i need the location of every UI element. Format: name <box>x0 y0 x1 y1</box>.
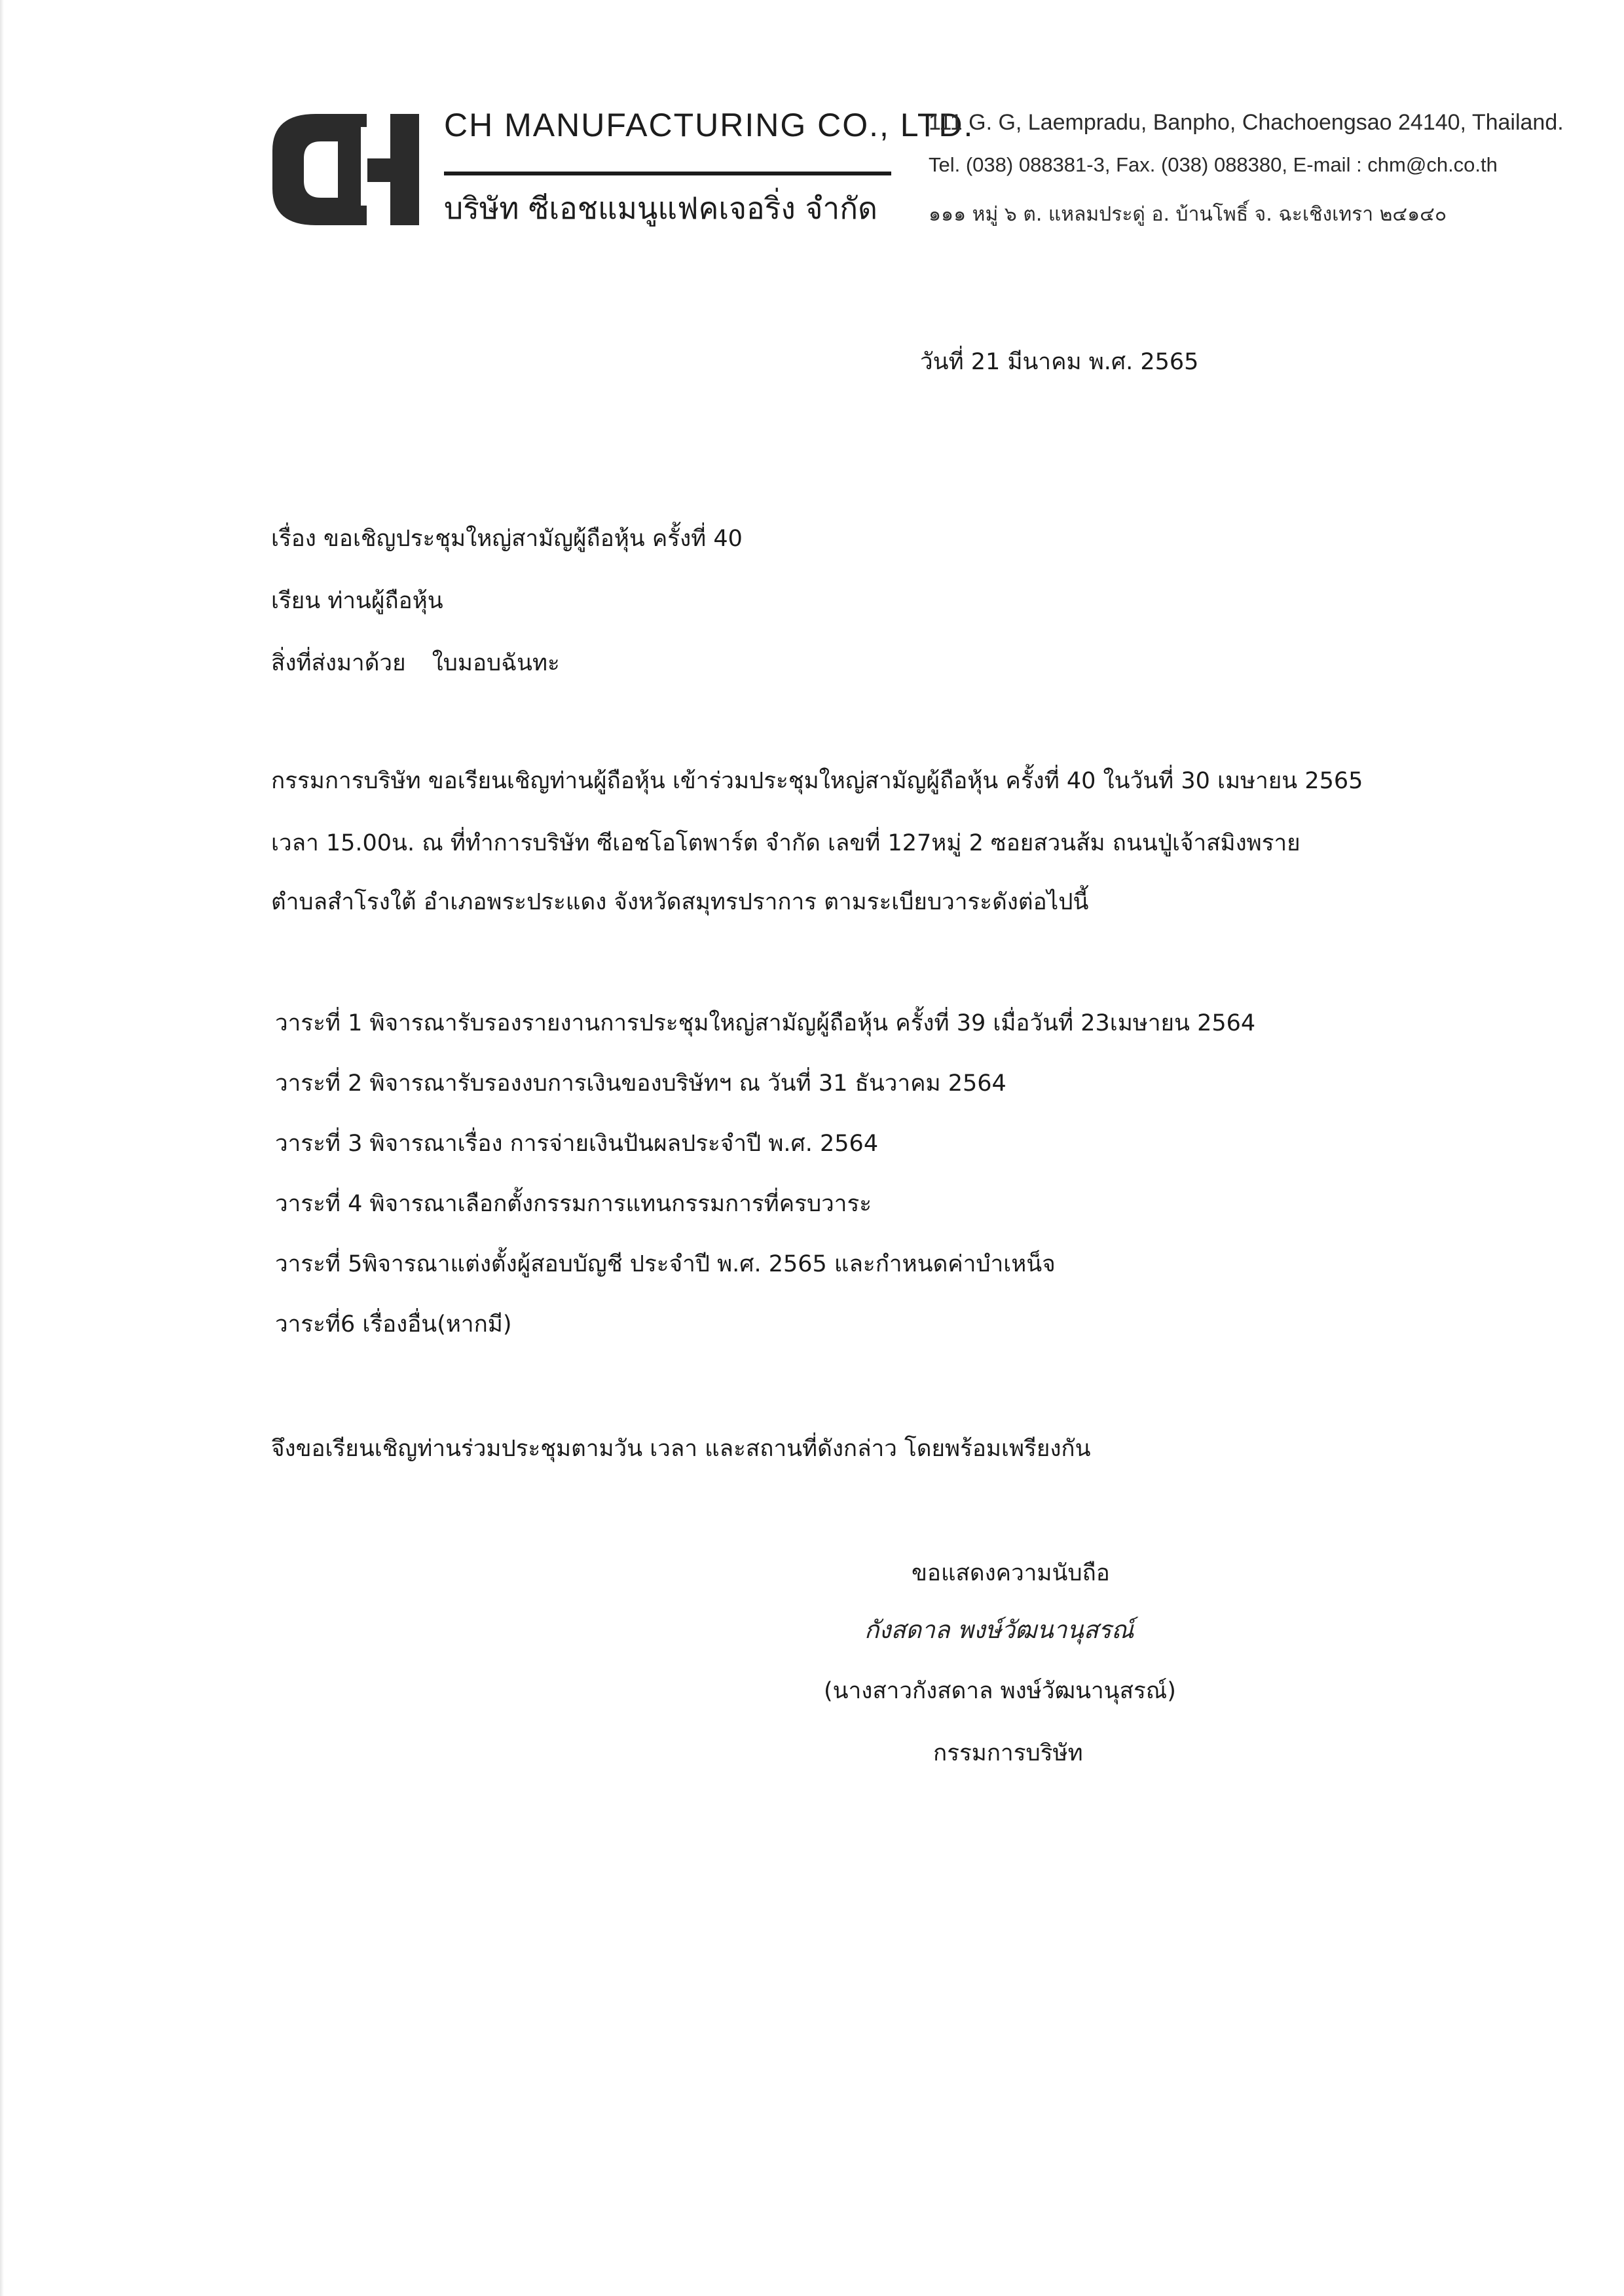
body-paragraph-line: เวลา 15.00น. ณ ที่ทำการบริษัท ซีเอชโอโตพาร์ต จำกัด เลขที่ 127หมู่ 2 ซอยสวนส้ม ถนนปู่เจ้าสมิงพราย <box>271 830 1301 856</box>
enclosure-label: สิ่งที่ส่งมาด้วย <box>271 650 406 676</box>
agenda-item: วาระที่6 เรื่องอื่น(หากมี) <box>275 1311 512 1338</box>
company-name-th: บริษัท ซีเอชแมนูแฟคเจอริ่ง จำกัด <box>444 191 877 226</box>
closing-sentence: จึงขอเรียนเชิญท่านร่วมประชุมตามวัน เวลา และสถานที่ดังกล่าว โดยพร้อมเพรียงกัน <box>271 1436 1091 1462</box>
letter-enclosure <box>271 645 560 681</box>
company-logo <box>270 111 422 228</box>
scan-edge <box>0 0 4 2296</box>
company-contact: Tel. (038) 088381-3, Fax. (038) 088380, E-mail : chm@ch.co.th <box>929 153 1498 176</box>
signatory-title: กรรมการบริษัท <box>933 1740 1083 1766</box>
letter-subject: เรื่อง ขอเชิญประชุมใหญ่สามัญผู้ถือหุ้น ครั้งที่ 40 <box>271 526 743 552</box>
agenda-item: วาระที่ 1 พิจารณารับรองรายงานการประชุมใหญ่สามัญผู้ถือหุ้น ครั้งที่ 39 เมื่อวันที่ 23เมษายน 2564 <box>275 1010 1256 1036</box>
agenda-item: วาระที่ 2 พิจารณารับรองงบการเงินของบริษัทฯ ณ วันที่ 31 ธันวาคม 2564 <box>275 1070 1006 1097</box>
handwritten-signature: กังสดาล พงษ์วัฒนานุสรณ์ <box>864 1616 1134 1644</box>
signatory-name: (นางสาวกังสดาล พงษ์วัฒนานุสรณ์) <box>824 1678 1176 1704</box>
company-address-en: 111 G. G, Laempradu, Banpho, Chachoengsao 24140, Thailand. <box>929 110 1564 135</box>
signature-regards: ขอแสดงความนับถือ <box>912 1560 1110 1586</box>
company-name-en: CH MANUFACTURING CO., LTD. <box>444 107 974 143</box>
letterhead-divider <box>444 172 891 175</box>
agenda-item: วาระที่ 5พิจารณาแต่งตั้งผู้สอบบัญชี ประจำปี พ.ศ. 2565 และกำหนดค่าบำเหน็จ <box>275 1251 1056 1277</box>
letter-date: วันที่ 21 มีนาคม พ.ศ. 2565 <box>920 349 1199 375</box>
body-paragraph-line: กรรมการบริษัท ขอเรียนเชิญท่านผู้ถือหุ้น เข้าร่วมประชุมใหญ่สามัญผู้ถือหุ้น ครั้งที่ 40 ในวันที่ 30 เมษายน 2565 <box>271 768 1363 794</box>
agenda-item: วาระที่ 3 พิจารณาเรื่อง การจ่ายเงินปันผลประจำปี พ.ศ. 2564 <box>275 1131 879 1157</box>
body-paragraph-line: ตำบลสำโรงใต้ อำเภอพระประแดง จังหวัดสมุทรปราการ ตามระเบียบวาระดังต่อไปนี้ <box>271 889 1089 915</box>
company-address-th: ๑๑๑ หมู่ ๖ ต. แหลมประดู่ อ. บ้านโพธิ์ จ. ฉะเชิงเทรา ๒๔๑๔๐ <box>929 203 1447 226</box>
agenda-item: วาระที่ 4 พิจารณาเลือกตั้งกรรมการแทนกรรมการที่ครบวาระ <box>275 1191 872 1217</box>
letter-recipient: เรียน ท่านผู้ถือหุ้น <box>271 588 443 614</box>
enclosure-value: ใบมอบฉันทะ <box>432 650 560 676</box>
